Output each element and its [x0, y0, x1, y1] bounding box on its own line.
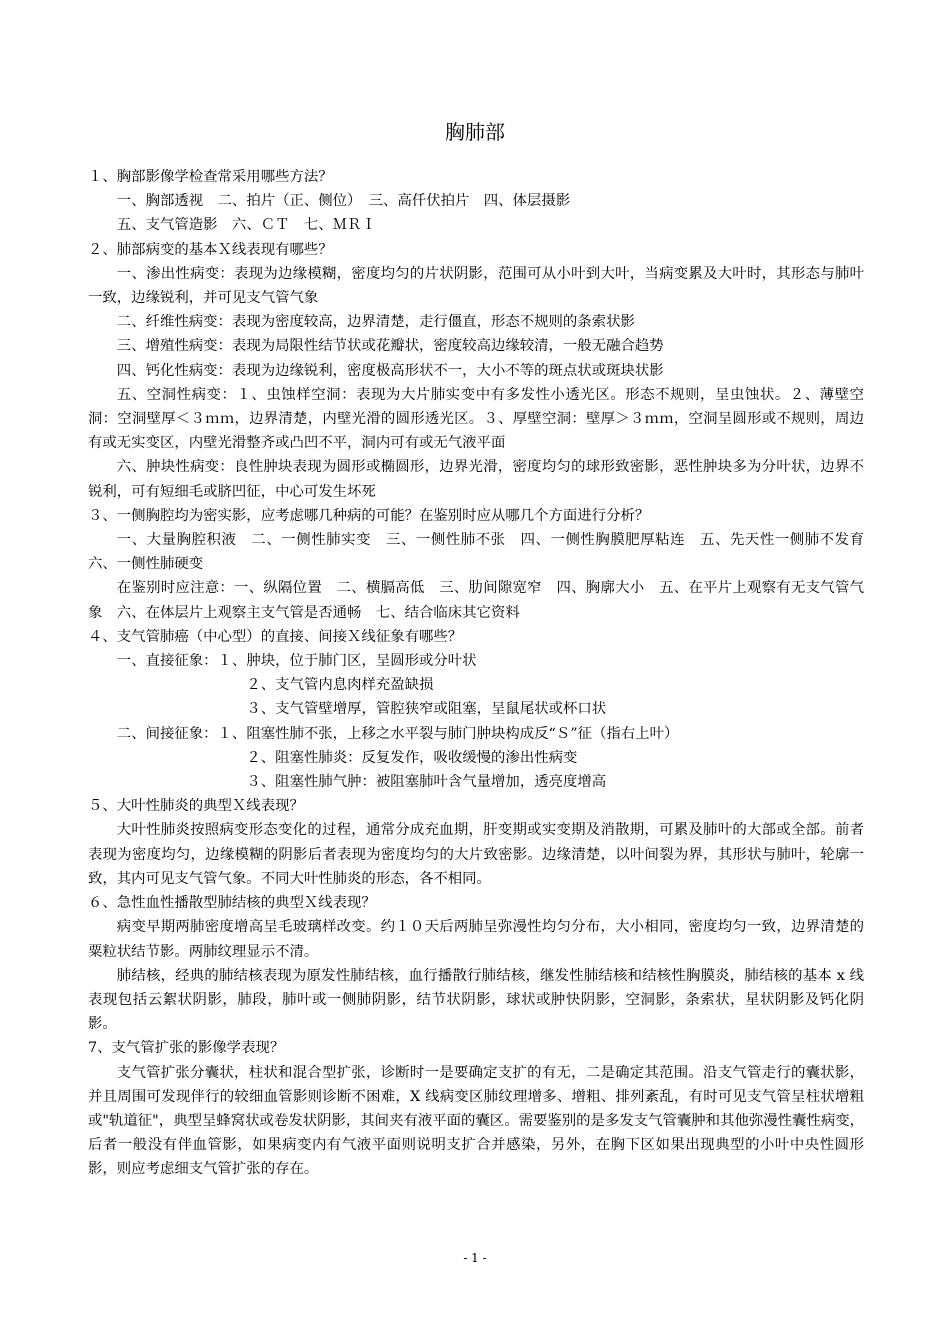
- question-6: ６、急性血性播散型肺结核的典型Ｘ线表现？: [88, 895, 376, 912]
- question-2: ２、肺部病变的基本Ｘ线表现有哪些？: [88, 241, 333, 258]
- answer-paragraph: 在鉴别时应注意：一、纵隔位置 二、横膈高低 三、肋间隙宽窄 四、胸廓大小 五、在平片上观察有无支气管气象 六、在体层片上观察主支气管是否通畅 七、结合临床其它资料: [88, 580, 864, 621]
- answer-paragraph: 五、空洞性病变：１、虫蚀样空洞：表现为大片肺实变中有多发性小透光区。形态不规则，呈虫蚀状。２、薄壁空洞：空洞壁厚＜３ｍｍ，边界清楚，内壁光滑的圆形透光区。３、厚壁空洞：壁厚＞３ｍｍ，空洞呈圆形或不规则，周边有或无实变区，内壁光滑整齐或凸凹不平，洞内可有或无气液平面: [88, 386, 864, 452]
- sign-item: ３、支气管壁增厚，管腔狭窄或阻塞，呈鼠尾状或杯口状: [246, 701, 607, 718]
- page-number: - 1 -: [463, 1251, 487, 1265]
- answer-paragraph: 支气管扩张分囊状，柱状和混合型扩张，诊断时一是要确定支扩的有无，二是确定其范围。沿支气管走行的囊状影，并且周围可发现伴行的较细血管影则诊断不困难，X 线病变区肺纹理增多、增粗、排列紊乱，有时可见支气管呈柱状增粗或"轨道征"，典型呈蜂窝状或卷发状阴影，其间夹有液平面的囊区。需要鉴别的是多发支气管囊肿和其他弥漫性囊性病变，后者一般没有伴血管影，如果病变内有气液平面则说明支扩合并感染，另外，在胸下区如果出现典型的小叶中央性圆形影，则应考虑细支气管扩张的存在。: [88, 1064, 864, 1178]
- sign-item: 二、间接征象：１、阻塞性肺不张，上移之水平裂与肺门肿块构成反“Ｓ”征（指右上叶）: [116, 725, 679, 742]
- answer-paragraph: 五、支气管造影 六、ＣＴ 七、ＭＲＩ: [116, 217, 376, 234]
- sign-item: ３、阻塞性肺气肿：被阻塞肺叶含气量增加，透亮度增高: [246, 774, 607, 791]
- answer-paragraph: 一、大量胸腔积液 二、一侧性肺实变 三、一侧性肺不张 四、一侧性胸膜肥厚粘连 五、先天性一侧肺不发育 六、一侧性肺硬变: [88, 532, 879, 573]
- answer-paragraph: 四、钙化性病变：表现为边缘锐利，密度极高形状不一，大小不等的斑点状或斑块状影: [116, 362, 664, 379]
- question-7: 7、支气管扩张的影像学表现？: [88, 1040, 285, 1057]
- document-body: [88, 165, 879, 1182]
- page-title: 胸肺部: [445, 120, 505, 144]
- question-5: ５、大叶性肺炎的典型Ｘ线表现？: [88, 798, 304, 815]
- answer-paragraph: 六、肿块性病变：良性肿块表现为圆形或椭圆形，边界光滑，密度均匀的球形致密影，恶性肿块多为分叶状，边界不锐利，可有短细毛或脐凹征，中心可发生坏死: [88, 459, 864, 500]
- answer-paragraph: 肺结核，经典的肺结核表现为原发性肺结核，血行播散行肺结核，继发性肺结核和结核性胸膜炎，肺结核的基本 x 线表现包括云絮状阴影，肺段，肺叶或一侧肺阴影，结节状阴影，球状或肿快阴影，空洞影，条索状，星状阴影及钙化阴影。: [88, 967, 864, 1033]
- answer-paragraph: 一、胸部透视 二、拍片（正、侧位） 三、高仟伏拍片 四、体层摄影: [116, 193, 571, 210]
- sign-item: ２、阻塞性肺炎：反复发作，吸收缓慢的渗出性病变: [246, 749, 578, 766]
- sign-item: ２、支气管内息肉样充盈缺损: [246, 677, 434, 694]
- answer-paragraph: 三、增殖性病变：表现为局限性结节状或花瓣状，密度较高边缘较清，一般无融合趋势: [116, 338, 664, 355]
- answer-paragraph: 大叶性肺炎按照病变形态变化的过程，通常分成充血期，肝变期或实变期及消散期，可累及肺叶的大部或全部。前者表现为密度均匀，边缘模糊的阴影后者表现为密度均匀的大片致密影。边缘清楚，以叶间裂为界，其形状与肺叶，轮廓一致，其内可见支气管气象。不同大叶性肺炎的形态，各不相同。: [88, 822, 864, 887]
- answer-paragraph: 病变早期两肺密度增高呈毛玻璃样改变。约１０天后两肺呈弥漫性均匀分布，大小相同，密度均匀一致，边界清楚的粟粒状结节影。两肺纹理显示不清。: [88, 919, 864, 960]
- question-3: ３、一侧胸腔均为密实影，应考虑哪几种病的可能？在鉴别时应从哪几个方面进行分析？: [88, 507, 650, 524]
- sign-item: 一、直接征象：１、肿块，位于肺门区，呈圆形或分叶状: [116, 653, 477, 670]
- answer-paragraph: 一、渗出性病变：表现为边缘模糊，密度均匀的片状阴影，范围可从小叶到大叶，当病变累及大叶时，其形态与肺叶一致，边缘锐利，并可见支气管气象: [88, 265, 864, 307]
- question-4: ４、支气管肺癌（中心型）的直接、间接Ｘ线征象有哪些？: [88, 628, 463, 645]
- answer-paragraph: 二、纤维性病变：表现为密度较高，边界清楚，走行僵直，形态不规则的条索状影: [116, 314, 635, 331]
- question-1: １、胸部影像学检查常采用哪些方法？: [88, 169, 333, 185]
